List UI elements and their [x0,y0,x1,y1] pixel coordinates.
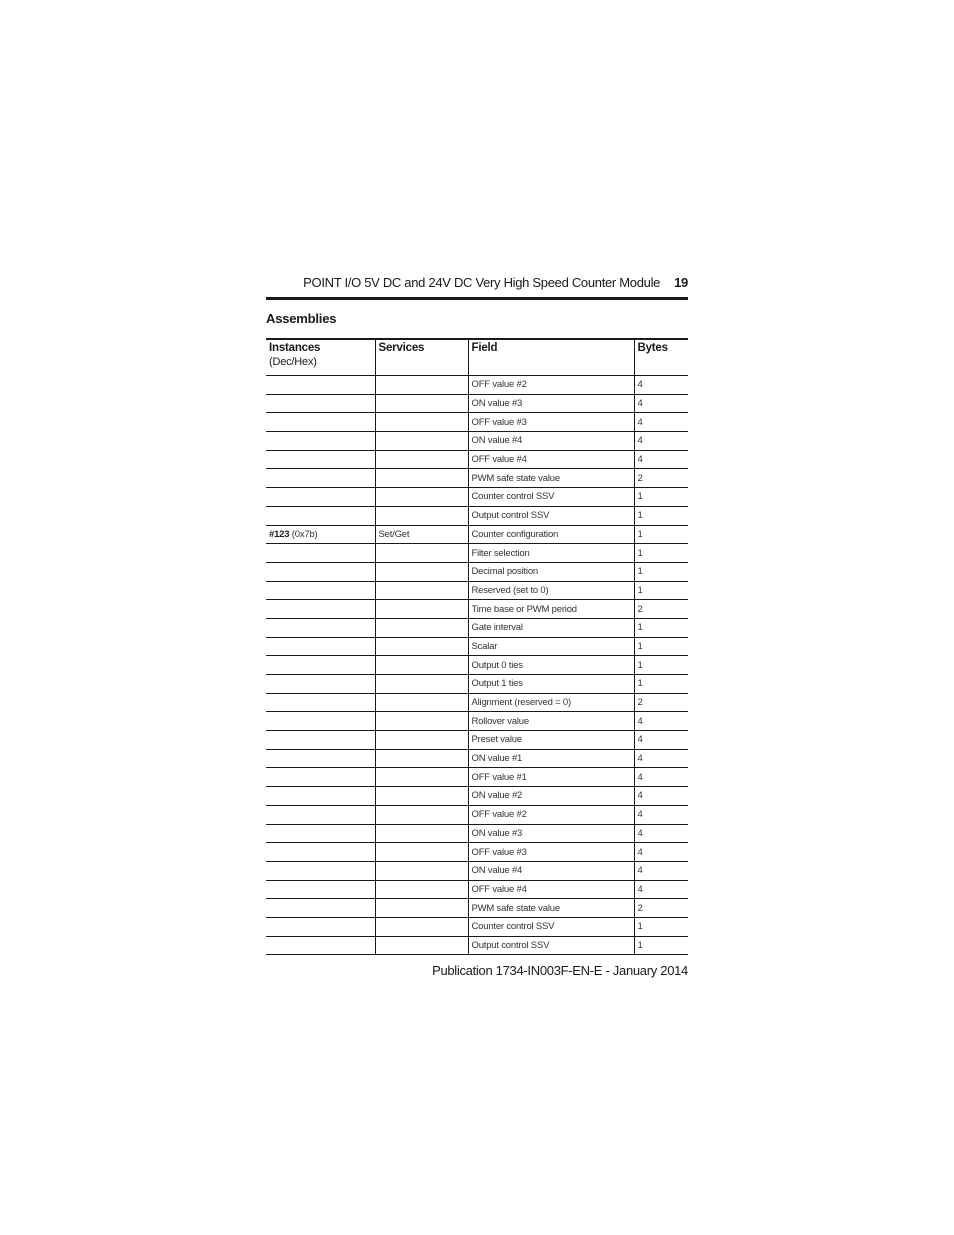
cell-services [375,600,468,619]
table-row [266,581,688,600]
table-row [266,618,688,637]
table-row [266,376,688,395]
cell-bytes: 2 [634,899,688,918]
cell-services [375,506,468,525]
cell-services [375,749,468,768]
cell-services [375,394,468,413]
cell-services [375,618,468,637]
cell-field: Scalar [468,637,634,656]
cell-field: Alignment (reserved = 0) [468,693,634,712]
page-number: 19 [674,274,688,290]
cell-instance [266,525,375,544]
cell-instance [266,805,375,824]
table-row [266,899,688,918]
cell-bytes: 4 [634,749,688,768]
instance-hex: (0x7b) [291,528,318,540]
table-row [266,394,688,413]
cell-services [375,712,468,731]
column-header-label: Field [471,342,498,354]
table-row [266,506,688,525]
table-row [266,637,688,656]
cell-field: OFF value #1 [468,768,634,787]
cell-bytes: 1 [634,936,688,955]
cell-bytes: 4 [634,413,688,432]
cell-instance [266,824,375,843]
cell-bytes: 4 [634,861,688,880]
cell-instance [266,581,375,600]
cell-instance [266,600,375,619]
cell-field: Output 1 ties [468,675,634,694]
cell-field: OFF value #4 [468,880,634,899]
cell-field: PWM safe state value [468,899,634,918]
table-row [266,749,688,768]
table-row [266,824,688,843]
cell-instance [266,712,375,731]
cell-bytes: 1 [634,917,688,936]
publication-info: Publication 1734-IN003F-EN-E - January 2014 [432,962,688,978]
cell-instance [266,749,375,768]
cell-bytes: 4 [634,843,688,862]
cell-services [375,544,468,563]
assemblies-table [266,338,688,955]
table-row [266,693,688,712]
cell-field: ON value #3 [468,824,634,843]
cell-field: Preset value [468,731,634,750]
cell-field: OFF value #3 [468,843,634,862]
table-row [266,712,688,731]
table-row [266,469,688,488]
cell-instance [266,637,375,656]
cell-field: ON value #4 [468,861,634,880]
cell-services [375,768,468,787]
cell-field: ON value #3 [468,394,634,413]
cell-bytes: 4 [634,712,688,731]
cell-field: Time base or PWM period [468,600,634,619]
cell-instance [266,693,375,712]
table-row [266,488,688,507]
cell-field: ON value #4 [468,432,634,451]
column-header-label: Services [378,342,425,354]
cell-bytes: 1 [634,525,688,544]
cell-services [375,880,468,899]
table-row [266,768,688,787]
cell-services [375,805,468,824]
cell-instance [266,787,375,806]
table-row [266,675,688,694]
header-rule [266,297,688,300]
table-row [266,843,688,862]
cell-bytes: 4 [634,880,688,899]
cell-instance [266,394,375,413]
cell-field: Filter selection [468,544,634,563]
cell-bytes: 2 [634,469,688,488]
cell-bytes: 4 [634,787,688,806]
table-row [266,525,688,544]
cell-field: OFF value #3 [468,413,634,432]
cell-bytes: 4 [634,432,688,451]
cell-instance [266,562,375,581]
section-title: Assemblies [266,311,337,326]
cell-services [375,675,468,694]
cell-instance [266,917,375,936]
cell-bytes: 2 [634,600,688,619]
cell-bytes: 1 [634,488,688,507]
footer [266,960,688,980]
cell-instance [266,936,375,955]
cell-bytes: 4 [634,376,688,395]
cell-instance [266,768,375,787]
table-row [266,656,688,675]
cell-field: Counter control SSV [468,488,634,507]
cell-services [375,488,468,507]
cell-bytes: 1 [634,562,688,581]
running-header [266,272,688,292]
cell-services: Set/Get [375,525,468,544]
table-row [266,861,688,880]
cell-field: ON value #2 [468,787,634,806]
table-row [266,432,688,451]
cell-field: OFF value #4 [468,450,634,469]
cell-instance [266,469,375,488]
cell-field: PWM safe state value [468,469,634,488]
cell-bytes: 1 [634,618,688,637]
cell-field: OFF value #2 [468,805,634,824]
cell-services [375,917,468,936]
column-header-bytes [634,339,688,376]
table-row [266,413,688,432]
cell-instance [266,544,375,563]
cell-field: Decimal position [468,562,634,581]
cell-services [375,562,468,581]
cell-services [375,899,468,918]
table-body [266,376,688,955]
cell-services [375,824,468,843]
cell-services [375,843,468,862]
cell-services [375,693,468,712]
cell-bytes: 1 [634,656,688,675]
table-row [266,936,688,955]
cell-instance [266,656,375,675]
cell-instance [266,376,375,395]
cell-bytes: 4 [634,394,688,413]
cell-services [375,656,468,675]
cell-field: Output control SSV [468,936,634,955]
cell-bytes: 2 [634,693,688,712]
cell-services [375,731,468,750]
cell-instance [266,899,375,918]
cell-field: Rollover value [468,712,634,731]
column-header-instances [266,339,375,376]
cell-instance [266,413,375,432]
cell-services [375,861,468,880]
cell-bytes: 4 [634,805,688,824]
cell-instance [266,731,375,750]
table-row [266,562,688,581]
cell-field: Output control SSV [468,506,634,525]
column-header-sublabel: (Dec/Hex) [269,356,317,368]
cell-instance [266,618,375,637]
cell-field: ON value #1 [468,749,634,768]
cell-services [375,376,468,395]
table-row [266,880,688,899]
cell-services [375,450,468,469]
cell-instance [266,880,375,899]
cell-field: Output 0 ties [468,656,634,675]
cell-bytes: 4 [634,450,688,469]
cell-bytes: 4 [634,768,688,787]
cell-bytes: 1 [634,637,688,656]
table-row [266,600,688,619]
cell-field: Counter control SSV [468,917,634,936]
cell-bytes: 1 [634,544,688,563]
column-header-services [375,339,468,376]
cell-bytes: 1 [634,581,688,600]
cell-field: OFF value #2 [468,376,634,395]
cell-instance [266,450,375,469]
cell-services [375,637,468,656]
cell-instance [266,843,375,862]
cell-bytes: 1 [634,506,688,525]
cell-instance [266,488,375,507]
column-header-label: Bytes [637,342,668,354]
cell-services [375,469,468,488]
table-row [266,787,688,806]
table-header-row [266,339,688,376]
header-title: POINT I/O 5V DC and 24V DC Very High Speed Counter Module [303,274,661,290]
cell-services [375,787,468,806]
table-row [266,544,688,563]
column-header-label: Instances [269,342,321,354]
cell-field: Counter configuration [468,525,634,544]
table-row [266,805,688,824]
cell-services [375,413,468,432]
cell-services [375,936,468,955]
cell-services [375,581,468,600]
table-row [266,917,688,936]
cell-instance [266,432,375,451]
cell-services [375,432,468,451]
table-row [266,731,688,750]
cell-bytes: 1 [634,675,688,694]
cell-instance [266,506,375,525]
cell-instance [266,861,375,880]
instance-number: #123 [269,528,290,540]
cell-field: Reserved (set to 0) [468,581,634,600]
column-header-field [468,339,634,376]
cell-bytes: 4 [634,824,688,843]
table-row [266,450,688,469]
cell-bytes: 4 [634,731,688,750]
cell-instance [266,675,375,694]
cell-field: Gate interval [468,618,634,637]
